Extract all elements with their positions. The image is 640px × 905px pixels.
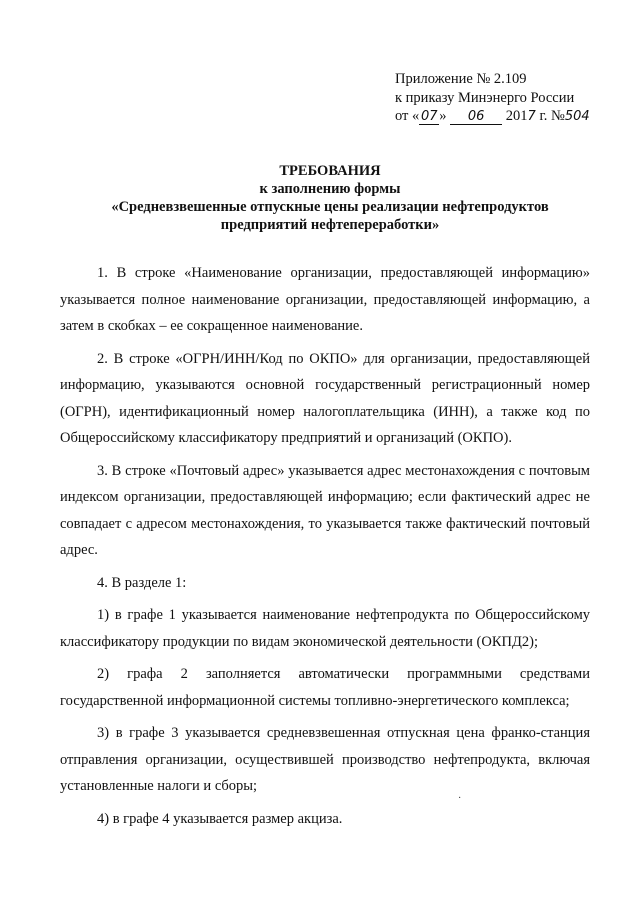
date-prefix: от «	[395, 108, 420, 124]
document-title	[40, 162, 620, 234]
paragraph-4-2: 2) графа 2 заполняется автоматически программными средствами государственной информационной системы топливно-энергетического комплекса;	[60, 666, 590, 709]
handwritten-month: 06	[450, 110, 502, 125]
paragraph-4-3: 3) в графе 3 указывается средневзвешенная отпускная цена франко-станция отправления организации, осуществившей производство нефтепродукта, включая установленные налоги и сборы;	[60, 725, 590, 794]
paragraph-4: 4. В разделе 1:	[97, 574, 187, 591]
date-quote-close: »	[439, 108, 447, 124]
title-heading: ТРЕБОВАНИЯ	[279, 163, 381, 179]
paragraph-4-1: 1) в графе 1 указывается наименование нефтепродукта по Общероссийскому классификатору продукции по видам экономической деятельности (ОКПД2);	[60, 607, 590, 650]
handwritten-order-number: 504	[564, 109, 590, 124]
document-body	[60, 260, 590, 838]
paragraph-3: 3. В строке «Почтовый адрес» указывается адрес местонахождения с почтовым индексом организации, предоставляющей информацию; если фактический адрес не совпадает с адресом местонахождения, то указывается также фактический почтовый адрес.	[60, 462, 590, 558]
paragraph-1: 1. В строке «Наименование организации, предоставляющей информацию» указывается полное наименование организации, предоставляющей информацию, а затем в скобках – ее сокращенное наименование.	[60, 265, 590, 334]
paragraph-2: 2. В строке «ОГРН/ИНН/Код по ОКПО» для организации, предоставляющей информацию, указываются основной государственный регистрационный номер (ОГРН), идентификационный номер налогоплательщика (ИНН), а также код по Общероссийскому классификатору предприятий и организаций (ОКПО).	[60, 350, 590, 446]
year-suffix: г. №	[535, 108, 565, 124]
title-line-2: к заполнению формы	[259, 181, 401, 197]
scan-speck: ·	[458, 793, 462, 804]
year-prefix: 201	[505, 108, 528, 124]
appendix-header	[395, 70, 625, 127]
title-line-3: «Средневзвешенные отпускные цены реализации нефтепродуктов	[111, 199, 549, 215]
handwritten-year-digit: 7	[527, 109, 536, 124]
title-line-4: предприятий нефтепереработки»	[220, 217, 440, 233]
order-date-number	[395, 107, 625, 127]
handwritten-day: 07	[421, 109, 438, 124]
appendix-line-1: Приложение № 2.109	[395, 71, 527, 87]
paragraph-4-4: 4) в графе 4 указывается размер акциза.	[97, 810, 343, 827]
appendix-line-2: к приказу Минэнерго России	[395, 89, 575, 106]
